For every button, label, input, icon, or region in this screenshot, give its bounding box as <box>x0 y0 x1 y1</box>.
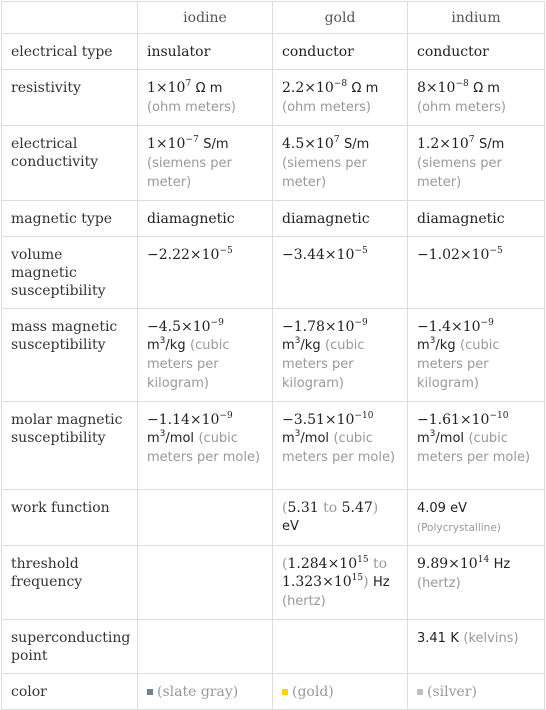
cell-gold <box>273 620 408 674</box>
row-label: threshold frequency <box>2 546 138 620</box>
table-row <box>2 309 545 402</box>
table-row <box>2 70 545 126</box>
cell-gold: diamagnetic <box>273 201 408 237</box>
header-iodine: iodine <box>138 2 273 34</box>
cell-iodine <box>138 620 273 674</box>
header-indium: indium <box>408 2 545 34</box>
cell-indium: $-1.4\times 10^{-9}$ $m^3/kg$ (cubic meters per kilogram) <box>408 309 545 402</box>
table-row <box>2 34 545 70</box>
cell-iodine <box>138 546 273 620</box>
cell-indium: $1.2\times 10^7$ S/m (siemens per meter) <box>408 126 545 201</box>
cell-indium: diamagnetic <box>408 201 545 237</box>
row-label: magnetic type <box>2 201 138 237</box>
table-row <box>2 620 545 674</box>
cell-iodine <box>138 490 273 546</box>
cell-indium: $9.89\times 10^{14}$ Hz (hertz) <box>408 546 545 620</box>
color-swatch <box>282 689 288 695</box>
cell-iodine: diamagnetic <box>138 201 273 237</box>
row-label: resistivity <box>2 70 138 126</box>
cell-iodine: $-4.5\times 10^{-9}$ $m^3/kg$ (cubic meters per kilogram) <box>138 309 273 402</box>
row-label: mass magnetic susceptibility <box>2 309 138 402</box>
cell-indium: $8\times 10^{-8}$ Ω m (ohm meters) <box>408 70 545 126</box>
row-label: electrical type <box>2 34 138 70</box>
cell-gold: $4.5\times 10^7$ S/m (siemens per meter) <box>273 126 408 201</box>
comparison-table <box>1 1 545 710</box>
color-swatch <box>417 689 423 695</box>
cell-indium: $-1.02\times 10^{-5}$ <box>408 237 545 309</box>
table-row <box>2 201 545 237</box>
cell-gold: ($1.284\times 10^{15}$ to $1.323\times 10^{15}$) Hz (hertz) <box>273 546 408 620</box>
row-label: volume magnetic susceptibility <box>2 237 138 309</box>
header-gold: gold <box>273 2 408 34</box>
cell-gold: $-3.51\times 10^{-10}$ $m^3$/mol (cubic meters per mole) <box>273 402 408 490</box>
header-row <box>2 2 545 34</box>
header-empty <box>2 2 138 34</box>
row-label: work function <box>2 490 138 546</box>
cell-gold: conductor <box>273 34 408 70</box>
cell-iodine: $-2.22\times 10^{-5}$ <box>138 237 273 309</box>
table-row <box>2 126 545 201</box>
cell-gold: $-1.78\times 10^{-9}$ $m^3/kg$ (cubic meters per kilogram) <box>273 309 408 402</box>
cell-indium: conductor <box>408 34 545 70</box>
cell-iodine: $1\times 10^7$ Ω m (ohm meters) <box>138 70 273 126</box>
cell-gold: $2.2\times 10^{-8}$ Ω m (ohm meters) <box>273 70 408 126</box>
cell-gold: $-3.44\times 10^{-5}$ <box>273 237 408 309</box>
cell-iodine: insulator <box>138 34 273 70</box>
table-row <box>2 237 545 309</box>
cell-indium: $-1.61\times 10^{-10}$ $m^3$/mol (cubic meters per mole) <box>408 402 545 490</box>
row-label: electrical conductivity <box>2 126 138 201</box>
table-row <box>2 546 545 620</box>
cell-iodine: $1\times 10^{-7}$ S/m (siemens per meter) <box>138 126 273 201</box>
table-row <box>2 490 545 546</box>
row-label: molar magnetic susceptibility <box>2 402 138 490</box>
cell-gold: (5.31 to 5.47) eV <box>273 490 408 546</box>
row-label: color <box>2 674 138 710</box>
table-row <box>2 402 545 490</box>
cell-indium: 3.41 K (kelvins) <box>408 620 545 674</box>
cell-iodine: $-1.14\times 10^{-9}$ $m^3$/mol (cubic meters per mole) <box>138 402 273 490</box>
cell-gold: (gold) <box>273 674 408 710</box>
cell-indium: 4.09 eV (Polycrystalline) <box>408 490 545 546</box>
cell-iodine: (slate gray) <box>138 674 273 710</box>
color-swatch <box>147 689 153 695</box>
row-label: superconducting point <box>2 620 138 674</box>
cell-indium: (silver) <box>408 674 545 710</box>
